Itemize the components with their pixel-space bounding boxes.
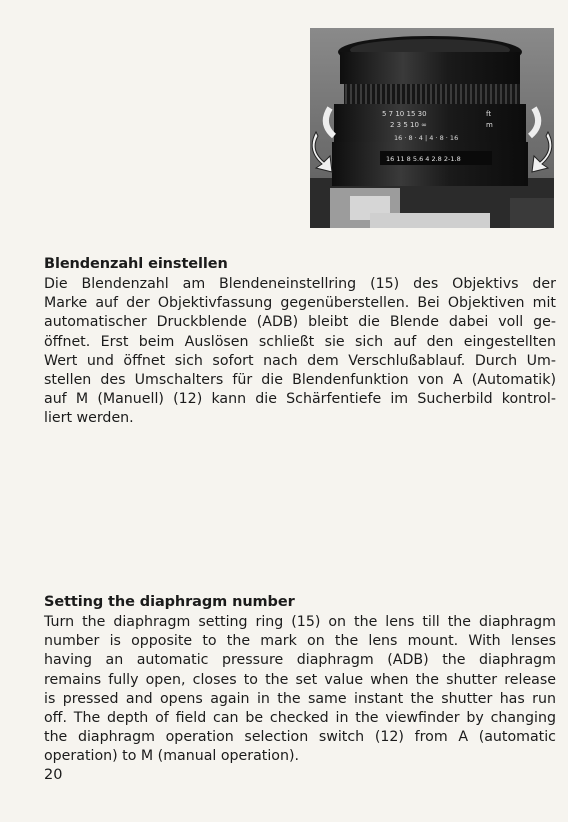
text-line: remains fully open, closes to the set value when the shutter release [44, 671, 556, 688]
paragraph-english [44, 613, 556, 767]
heading-german: Blendenzahl einstellen [44, 256, 228, 272]
text-line: off. The depth of field can be checked in the viewfinder by changing [44, 710, 556, 727]
text-line: Turn the diaphragm setting ring (15) on the lens till the diaphragm [44, 614, 556, 630]
section-german [44, 256, 556, 429]
dof-scale: 16 · 8 · 4 | 4 · 8 · 16 [394, 134, 459, 142]
distance-scale-top: 5 7 10 15 30 [382, 110, 427, 118]
text-line: stellen des Umschalters für die Blendenfunktion von A (Automatik) [44, 372, 556, 389]
distance-scale-mid: 2 3 5 10 ∞ [390, 121, 427, 129]
aperture-scale: 16 11 8 5.6 4 2.8 2-1.8 [386, 155, 461, 163]
lens-photo [310, 28, 554, 228]
text-line: is pressed and opens again in the same instant the shutter has run [44, 690, 556, 707]
scale-unit-ft: ft [486, 110, 492, 118]
scale-unit-m: m [486, 121, 493, 129]
page-number: 20 [44, 767, 63, 783]
text-line: number is opposite to the mark on the lens mount. With lenses [44, 633, 556, 650]
text-line: Marke auf der Objektivfassung gegenüberstellen. Bei Objektiven mit [44, 295, 556, 312]
heading-english: Setting the diaphragm number [44, 594, 295, 610]
text-line: Die Blendenzahl am Blendeneinstellring (15) des Objektivs der [44, 276, 556, 292]
text-line: Wert und öffnet sich sofort nach dem Verschlußablauf. Durch Um- [44, 352, 556, 369]
text-line: automatischer Druckblende (ADB) bleibt die Blende dabei voll ge- [44, 314, 556, 331]
text-line: öffnet. Erst beim Auslösen schließt sie sich auf den eingestellten [44, 333, 556, 350]
text-line: operation) to M (manual operation). [44, 748, 300, 765]
section-english [44, 594, 556, 767]
text-line: the diaphragm operation selection switch (12) from A (automatic [44, 729, 556, 746]
text-line: having an automatic pressure diaphragm (ADB) the diaphragm [44, 652, 556, 669]
text-line: liert werden. [44, 410, 134, 427]
lens-illustration [310, 28, 554, 228]
text-line: auf M (Manuell) (12) kann die Schärfentiefe im Sucherbild kontrol- [44, 391, 556, 408]
paragraph-german [44, 275, 556, 429]
